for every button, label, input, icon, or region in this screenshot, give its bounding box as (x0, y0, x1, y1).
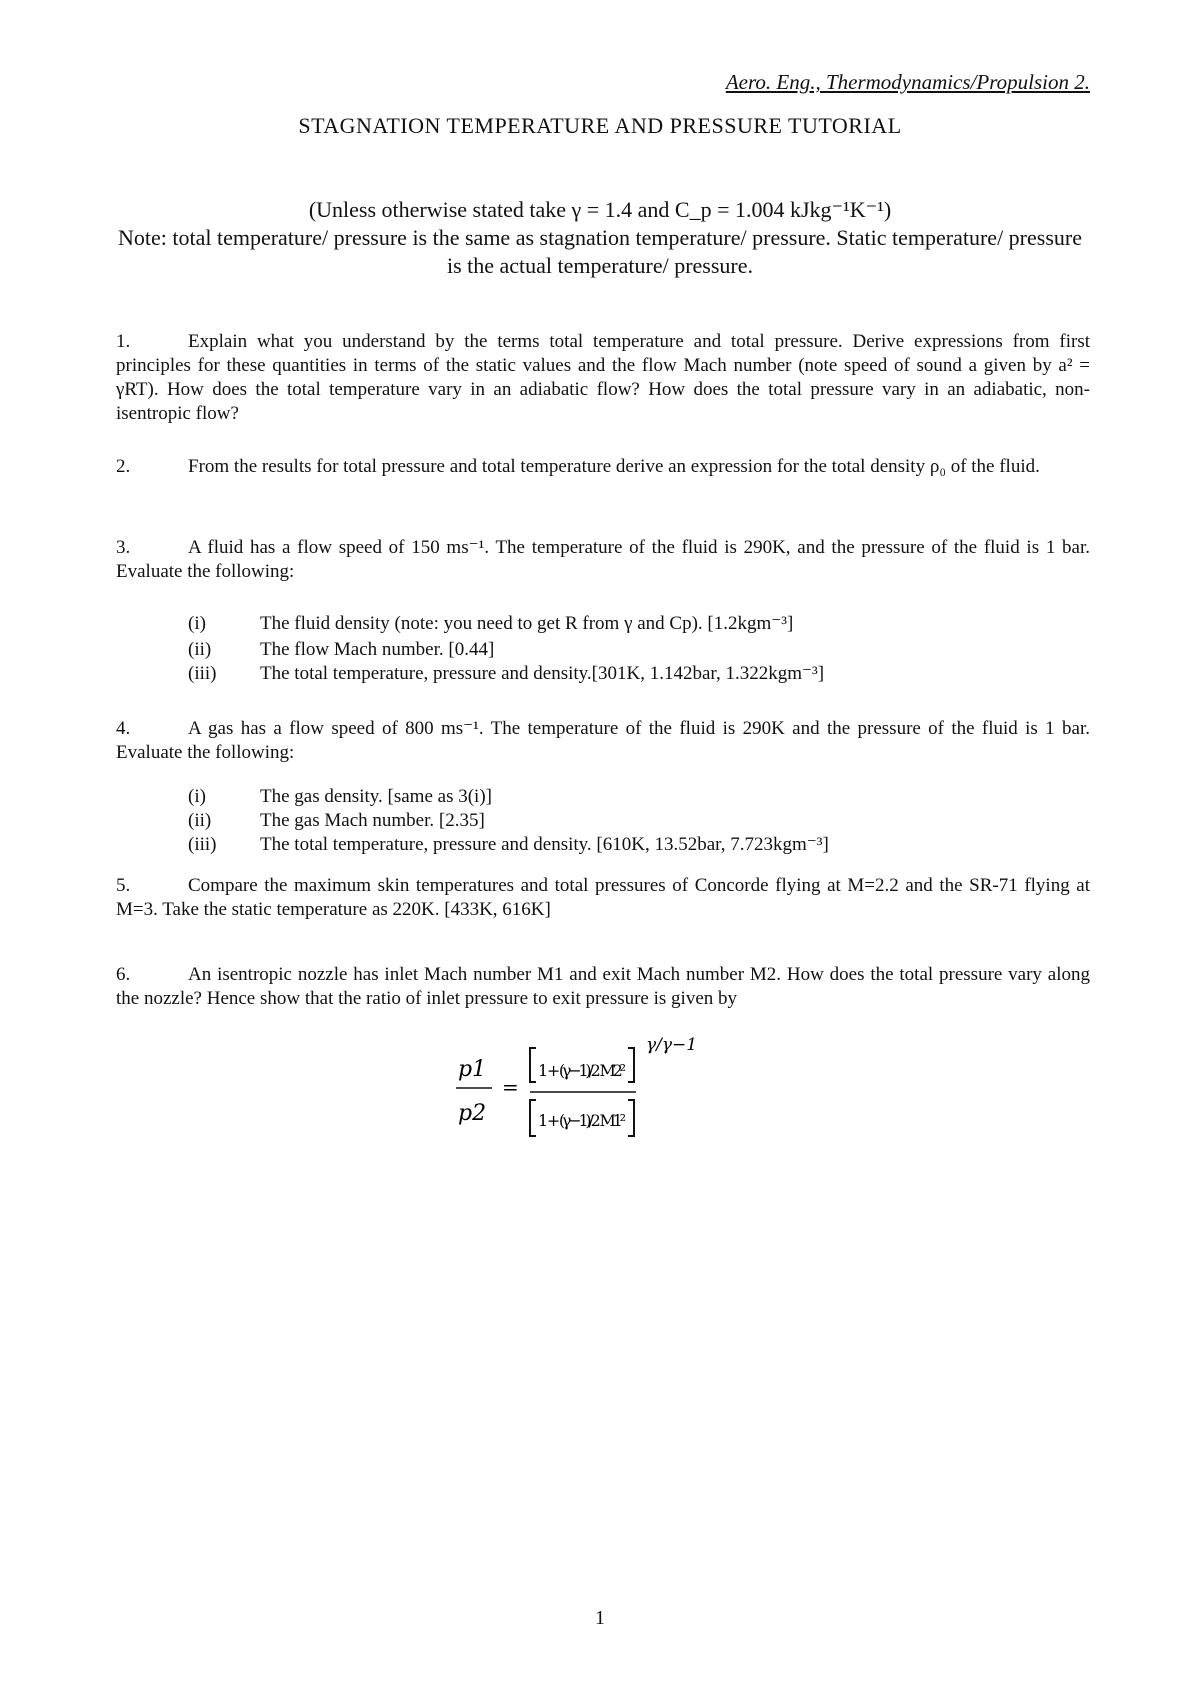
given-values: (Unless otherwise stated take γ = 1.4 and C_p = 1.004 kJkg⁻¹K⁻¹) (308, 197, 892, 222)
question-1 (116, 330, 1090, 426)
question-6 (116, 963, 1090, 1011)
question-number: 1. (116, 331, 131, 352)
page-title: STAGNATION TEMPERATURE AND PRESSURE TUTORIAL (298, 113, 902, 138)
question-text: An isentropic nozzle has inlet Mach number M1 and exit Mach number M2. How does the total pressure vary along the nozzle? Hence show that the ratio of inlet pressure to exit pressure is given by (116, 964, 1090, 1009)
question-4-item-i (188, 785, 492, 809)
question-number: 3. (116, 537, 131, 558)
item-label: (iii) (188, 834, 217, 855)
item-text: The total temperature, pressure and density. [610K, 13.52bar, 7.723kgm⁻³] (260, 834, 829, 855)
item-text: The gas density. [same as 3(i)] (260, 786, 492, 807)
formula-numerator: 1 + (γ−1)/2 M2² (538, 1061, 626, 1080)
question-number: 6. (116, 964, 131, 985)
question-3 (116, 536, 1090, 584)
question-3-item-i (188, 612, 793, 636)
question-3-item-iii (188, 662, 824, 686)
question-4-item-iii (188, 833, 829, 857)
question-4 (116, 717, 1090, 765)
item-label: (i) (188, 613, 206, 634)
formula-lhs-denominator: p2 (458, 1101, 487, 1126)
item-text: The fluid density (note: you need to get R from γ and Cp). [1.2kgm⁻³] (260, 613, 794, 634)
bracket-right-top (628, 1048, 634, 1082)
bracket-left-bottom (530, 1100, 536, 1136)
formula-exponent: γ/γ−1 (646, 1035, 698, 1055)
question-3-item-ii (188, 638, 494, 662)
item-label: (ii) (188, 639, 212, 660)
intro-block (110, 196, 1090, 280)
formula-denominator: 1 + (γ−1)/2 M1² (538, 1111, 626, 1130)
question-4-item-ii (188, 809, 485, 833)
question-2 (116, 455, 1090, 479)
question-text: Explain what you understand by the terms total temperature and total pressure. Derive expressions from first principles for these quantities in terms of the static values and the flow Mach number (note speed of sound a given by a² = γRT). How does the total temperature vary in an adiabatic flow? How does the total pressure vary in an adiabatic, non-isentropic flow? (116, 331, 1090, 424)
note-text: Note: total temperature/ pressure is the same as stagnation temperature/ pressure. Static temperature/ pressure is the actual temperature/ pressure. (118, 225, 1082, 278)
bracket-right-bottom (628, 1100, 634, 1136)
question-number: 4. (116, 718, 131, 739)
question-number: 2. (116, 456, 131, 477)
page-number: 1 (595, 1607, 605, 1629)
question-text: Compare the maximum skin temperatures and total pressures of Concorde flying at M=2.2 and the SR-71 flying at M=3. Take the static temperature as 220K. [433K, 616K] (116, 875, 1090, 920)
question-text: A fluid has a flow speed of 150 ms⁻¹. The temperature of the fluid is 290K, and the pressure of the fluid is 1 bar. Evaluate the following: (116, 537, 1090, 582)
item-text: The total temperature, pressure and density.[301K, 1.142bar, 1.322kgm⁻³] (260, 663, 825, 684)
formula-equals: = (502, 1075, 519, 1099)
formula-lhs-numerator: p1 (458, 1057, 487, 1082)
item-text: The flow Mach number. [0.44] (260, 639, 495, 660)
question-5 (116, 874, 1090, 922)
item-label: (iii) (188, 663, 217, 684)
question-number: 5. (116, 875, 131, 896)
bracket-left-top (530, 1048, 536, 1082)
item-label: (ii) (188, 810, 212, 831)
question-text: A gas has a flow speed of 800 ms⁻¹. The temperature of the fluid is 290K and the pressure of the fluid is 1 bar. Evaluate the following: (116, 718, 1090, 763)
item-text: The gas Mach number. [2.35] (260, 810, 485, 831)
pressure-ratio-formula (450, 1020, 750, 1140)
question-text: From the results for total pressure and total temperature derive an expression for the total density ρ₀ of the fluid. (188, 456, 1040, 477)
item-label: (i) (188, 786, 206, 807)
running-header: Aero. Eng., Thermodynamics/Propulsion 2. (725, 70, 1090, 94)
